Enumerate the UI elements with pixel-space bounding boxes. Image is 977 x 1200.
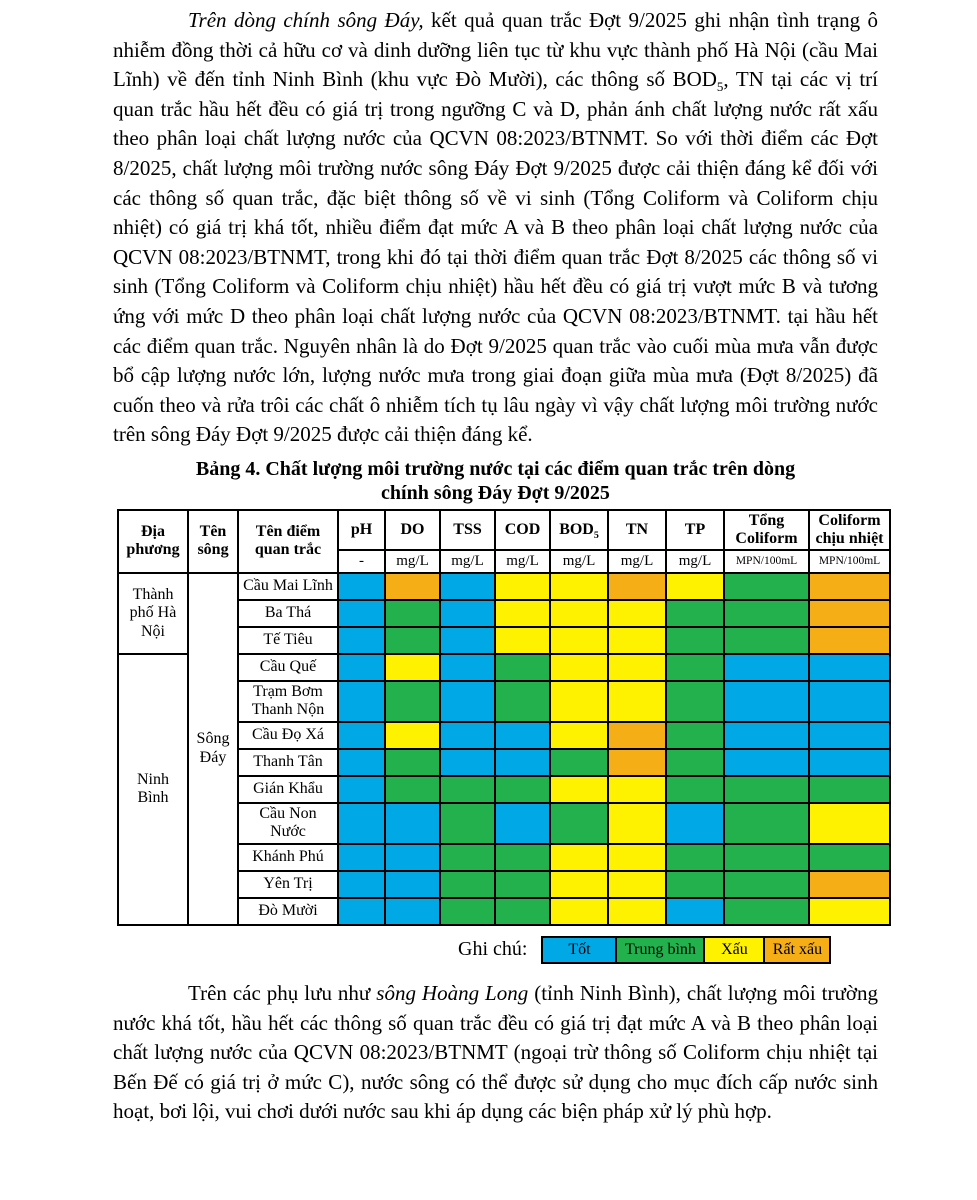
quality-cell-tổng-coliform bbox=[724, 749, 809, 776]
quality-cell-do bbox=[385, 776, 440, 803]
unit-cell: mg/L bbox=[385, 550, 440, 573]
quality-cell-coliform-chịu-nhiệt bbox=[809, 776, 890, 803]
site-name-cell: Trạm Bơm Thanh Nộn bbox=[238, 681, 338, 722]
quality-cell-coliform-chịu-nhiệt bbox=[809, 627, 890, 654]
table-caption-line2: chính sông Đáy Đợt 9/2025 bbox=[381, 482, 610, 505]
quality-cell-tss bbox=[440, 749, 495, 776]
quality-cell-coliform-chịu-nhiệt bbox=[809, 803, 890, 844]
text-segment: (tỉnh Ninh Bình), chất lượng môi trường nước khá tốt, hầu hết các thông số quan trắc đều có giá trị đạt mức A và B theo phân loại chất lượng nước của QCVN 08:2023/BTNMT (ngoại trừ thông số Coliform chịu nhiệt tại Bến Đế có giá trị ở mức C), nước sông có thể được sử dụng cho mục đích cấp nước sinh hoạt, bơi lội, vui chơi dưới nước sau khi áp dụng các biện pháp xử lý phù hợp. bbox=[113, 980, 878, 1124]
legend-item-bad: Xấu bbox=[703, 938, 763, 962]
column-header-parameter: pH bbox=[338, 510, 385, 550]
quality-cell-coliform-chịu-nhiệt bbox=[809, 749, 890, 776]
quality-cell-cod bbox=[495, 776, 550, 803]
quality-cell-tp bbox=[666, 627, 724, 654]
text-segment: 5 bbox=[716, 79, 724, 95]
quality-cell-ph bbox=[338, 898, 385, 925]
quality-cell-do bbox=[385, 681, 440, 722]
quality-cell-do bbox=[385, 627, 440, 654]
quality-cell-tss bbox=[440, 776, 495, 803]
quality-cell-tn bbox=[608, 898, 666, 925]
quality-cell-tổng-coliform bbox=[724, 681, 809, 722]
quality-cell-tss bbox=[440, 871, 495, 898]
quality-cell-tn bbox=[608, 627, 666, 654]
quality-cell-tn bbox=[608, 871, 666, 898]
quality-cell-cod bbox=[495, 600, 550, 627]
table-caption bbox=[113, 457, 878, 506]
quality-cell-tp bbox=[666, 749, 724, 776]
subscript: 5 bbox=[593, 530, 599, 542]
quality-cell-do bbox=[385, 722, 440, 749]
quality-cell-cod bbox=[495, 844, 550, 871]
quality-cell-cod bbox=[495, 681, 550, 722]
column-header-parameter: COD bbox=[495, 510, 550, 550]
legend-item-very_bad: Rất xấu bbox=[763, 938, 829, 962]
quality-cell-tss bbox=[440, 681, 495, 722]
quality-cell-bod bbox=[550, 776, 608, 803]
quality-cell-tổng-coliform bbox=[724, 776, 809, 803]
text-segment: , TN tại các vị trí quan trắc hầu hết đều có giá trị trong ngưỡng C và D, phản ánh chất lượng nước rất xấu theo phân loại chất lượng nước của QCVN 08:2023/BTNMT. So với thời điểm các Đợt 8/2025, chất lượng môi trường nước sông Đáy Đợt 9/2025 được cải thiện đáng kể đối với các thông số quan trắc, đặc biệt thông số về vi sinh (Tổng Coliform và Coliform chịu nhiệt) có giá trị khá tốt, nhiều điểm đạt mức A và B theo phân loại chất lượng nước của QCVN 08:2023/BTNMT, trong khi đó tại thời điểm quan trắc Đợt 8/2025 các thông số vi sinh (Tổng Coliform và Coliform chịu nhiệt) hầu hết đều có giá trị vượt mức B và tương ứng với mức D theo phân loại chất lượng nước của QCVN 08:2023/BTNMT. tại hầu hết các điểm quan trắc. Nguyên nhân là do Đợt 9/2025 quan trắc vào cuối mùa mưa vẫn được bổ cập lượng nước lớn, lượng nước mưa trong giai đoạn giữa mùa mưa (Đợt 8/2025) đã cuốn theo và rửa trôi các chất ô nhiễm tích tụ lâu ngày vì vậy chất lượng môi trường nước trên sông Đáy Đợt 9/2025 được cải thiện đáng kể. bbox=[113, 67, 878, 447]
quality-cell-coliform-chịu-nhiệt bbox=[809, 600, 890, 627]
site-name-cell: Ba Thá bbox=[238, 600, 338, 627]
quality-cell-bod bbox=[550, 749, 608, 776]
legend-boxes bbox=[541, 936, 831, 964]
quality-cell-bod bbox=[550, 600, 608, 627]
site-name-cell: Cầu Non Nước bbox=[238, 803, 338, 844]
quality-cell-coliform-chịu-nhiệt bbox=[809, 681, 890, 722]
quality-cell-tss bbox=[440, 898, 495, 925]
quality-cell-ph bbox=[338, 600, 385, 627]
quality-cell-tp bbox=[666, 898, 724, 925]
quality-cell-tss bbox=[440, 654, 495, 681]
column-header-province: Địa phương bbox=[118, 510, 188, 573]
quality-cell-tổng-coliform bbox=[724, 722, 809, 749]
quality-cell-do bbox=[385, 600, 440, 627]
quality-cell-do bbox=[385, 749, 440, 776]
quality-cell-tn bbox=[608, 654, 666, 681]
quality-cell-tp bbox=[666, 776, 724, 803]
quality-cell-do bbox=[385, 803, 440, 844]
quality-cell-do bbox=[385, 898, 440, 925]
table-row bbox=[118, 573, 890, 600]
quality-cell-tổng-coliform bbox=[724, 898, 809, 925]
quality-cell-ph bbox=[338, 681, 385, 722]
quality-cell-tss bbox=[440, 844, 495, 871]
quality-cell-cod bbox=[495, 749, 550, 776]
text-segment: sông Hoàng Long bbox=[376, 980, 529, 1005]
quality-cell-cod bbox=[495, 803, 550, 844]
quality-cell-cod bbox=[495, 627, 550, 654]
quality-cell-bod bbox=[550, 681, 608, 722]
quality-cell-bod bbox=[550, 844, 608, 871]
quality-cell-tp bbox=[666, 600, 724, 627]
quality-cell-tp bbox=[666, 722, 724, 749]
quality-cell-cod bbox=[495, 573, 550, 600]
quality-cell-tổng-coliform bbox=[724, 803, 809, 844]
quality-cell-ph bbox=[338, 871, 385, 898]
quality-cell-cod bbox=[495, 871, 550, 898]
column-header-parameter: DO bbox=[385, 510, 440, 550]
quality-cell-bod bbox=[550, 898, 608, 925]
column-header-river: Tên sông bbox=[188, 510, 238, 573]
text-segment: kết quả quan trắc Đợt 9/2025 ghi nhận tình trạng ô nhiễm đồng thời cả hữu cơ và dinh dưỡng liên tục từ khu vực thành phố Hà Nội (cầu Mai Lĩnh) về đến tỉnh Ninh Bình (khu vực Đò Mười), các thông số BOD bbox=[113, 8, 878, 92]
column-header-parameter: Tổng Coliform bbox=[724, 510, 809, 550]
quality-cell-ph bbox=[338, 654, 385, 681]
text-segment: Trên dòng chính sông Đáy, bbox=[188, 8, 424, 32]
quality-cell-tn bbox=[608, 722, 666, 749]
quality-cell-bod bbox=[550, 654, 608, 681]
quality-cell-bod bbox=[550, 722, 608, 749]
quality-cell-coliform-chịu-nhiệt bbox=[809, 722, 890, 749]
quality-cell-ph bbox=[338, 573, 385, 600]
legend bbox=[458, 936, 878, 964]
quality-cell-tp bbox=[666, 871, 724, 898]
text-segment: Trên các phụ lưu như bbox=[188, 980, 377, 1005]
quality-cell-tss bbox=[440, 627, 495, 654]
quality-cell-bod bbox=[550, 803, 608, 844]
quality-cell-tn bbox=[608, 600, 666, 627]
quality-cell-tổng-coliform bbox=[724, 844, 809, 871]
unit-cell: MPN/100mL bbox=[809, 550, 890, 573]
header-row-labels bbox=[118, 510, 890, 550]
column-header-site: Tên điểm quan trắc bbox=[238, 510, 338, 573]
quality-cell-tổng-coliform bbox=[724, 573, 809, 600]
column-header-parameter: Coliform chịu nhiệt bbox=[809, 510, 890, 550]
legend-label: Ghi chú: bbox=[458, 938, 528, 961]
column-header-parameter: $BOD_5$ bbox=[550, 510, 608, 550]
site-name-cell: Cầu Đọ Xá bbox=[238, 722, 338, 749]
legend-item-good: Tốt bbox=[543, 938, 615, 962]
quality-cell-ph bbox=[338, 803, 385, 844]
quality-cell-tổng-coliform bbox=[724, 871, 809, 898]
quality-cell-tn bbox=[608, 803, 666, 844]
unit-cell: MPN/100mL bbox=[724, 550, 809, 573]
quality-cell-tp bbox=[666, 681, 724, 722]
quality-cell-cod bbox=[495, 898, 550, 925]
quality-cell-ph bbox=[338, 627, 385, 654]
site-name-cell: Tế Tiêu bbox=[238, 627, 338, 654]
site-name-cell: Gián Khẩu bbox=[238, 776, 338, 803]
quality-cell-tss bbox=[440, 573, 495, 600]
unit-cell: mg/L bbox=[440, 550, 495, 573]
paragraph-bottom bbox=[113, 979, 878, 1127]
column-header-parameter: TSS bbox=[440, 510, 495, 550]
water-quality-table bbox=[117, 509, 891, 926]
quality-cell-tn bbox=[608, 776, 666, 803]
quality-cell-do bbox=[385, 844, 440, 871]
quality-cell-coliform-chịu-nhiệt bbox=[809, 871, 890, 898]
quality-cell-tn bbox=[608, 749, 666, 776]
quality-cell-tp bbox=[666, 654, 724, 681]
paragraph-top bbox=[113, 6, 878, 450]
unit-cell: - bbox=[338, 550, 385, 573]
quality-cell-do bbox=[385, 871, 440, 898]
site-name-cell: Thanh Tân bbox=[238, 749, 338, 776]
quality-cell-tp bbox=[666, 844, 724, 871]
column-header-parameter: TN bbox=[608, 510, 666, 550]
quality-cell-coliform-chịu-nhiệt bbox=[809, 844, 890, 871]
river-cell: Sông Đáy bbox=[188, 573, 238, 925]
table-caption-line1: Bảng 4. Chất lượng môi trường nước tại các điểm quan trắc trên dòng bbox=[195, 457, 796, 480]
legend-item-medium: Trung bình bbox=[615, 938, 703, 962]
quality-cell-tss bbox=[440, 803, 495, 844]
province-cell: Ninh Bình bbox=[118, 654, 188, 925]
quality-cell-ph bbox=[338, 722, 385, 749]
unit-cell: mg/L bbox=[550, 550, 608, 573]
quality-cell-coliform-chịu-nhiệt bbox=[809, 654, 890, 681]
quality-cell-tổng-coliform bbox=[724, 654, 809, 681]
site-name-cell: Khánh Phú bbox=[238, 844, 338, 871]
quality-cell-cod bbox=[495, 722, 550, 749]
site-name-cell: Cầu Mai Lĩnh bbox=[238, 573, 338, 600]
site-name-cell: Đò Mười bbox=[238, 898, 338, 925]
quality-cell-tn bbox=[608, 573, 666, 600]
quality-cell-coliform-chịu-nhiệt bbox=[809, 573, 890, 600]
quality-cell-ph bbox=[338, 749, 385, 776]
quality-cell-coliform-chịu-nhiệt bbox=[809, 898, 890, 925]
unit-cell: mg/L bbox=[666, 550, 724, 573]
site-name-cell: Yên Trị bbox=[238, 871, 338, 898]
quality-cell-tổng-coliform bbox=[724, 627, 809, 654]
quality-cell-cod bbox=[495, 654, 550, 681]
quality-cell-tss bbox=[440, 722, 495, 749]
quality-cell-tp bbox=[666, 573, 724, 600]
quality-cell-tổng-coliform bbox=[724, 600, 809, 627]
province-cell: Thành phố Hà Nội bbox=[118, 573, 188, 654]
column-header-parameter: TP bbox=[666, 510, 724, 550]
quality-cell-tn bbox=[608, 681, 666, 722]
unit-cell: mg/L bbox=[495, 550, 550, 573]
quality-cell-bod bbox=[550, 627, 608, 654]
quality-cell-tn bbox=[608, 844, 666, 871]
quality-cell-ph bbox=[338, 844, 385, 871]
quality-cell-ph bbox=[338, 776, 385, 803]
quality-cell-tp bbox=[666, 803, 724, 844]
unit-cell: mg/L bbox=[608, 550, 666, 573]
site-name-cell: Cầu Quế bbox=[238, 654, 338, 681]
quality-cell-do bbox=[385, 654, 440, 681]
quality-cell-bod bbox=[550, 871, 608, 898]
quality-cell-tss bbox=[440, 600, 495, 627]
quality-cell-do bbox=[385, 573, 440, 600]
quality-cell-bod bbox=[550, 573, 608, 600]
